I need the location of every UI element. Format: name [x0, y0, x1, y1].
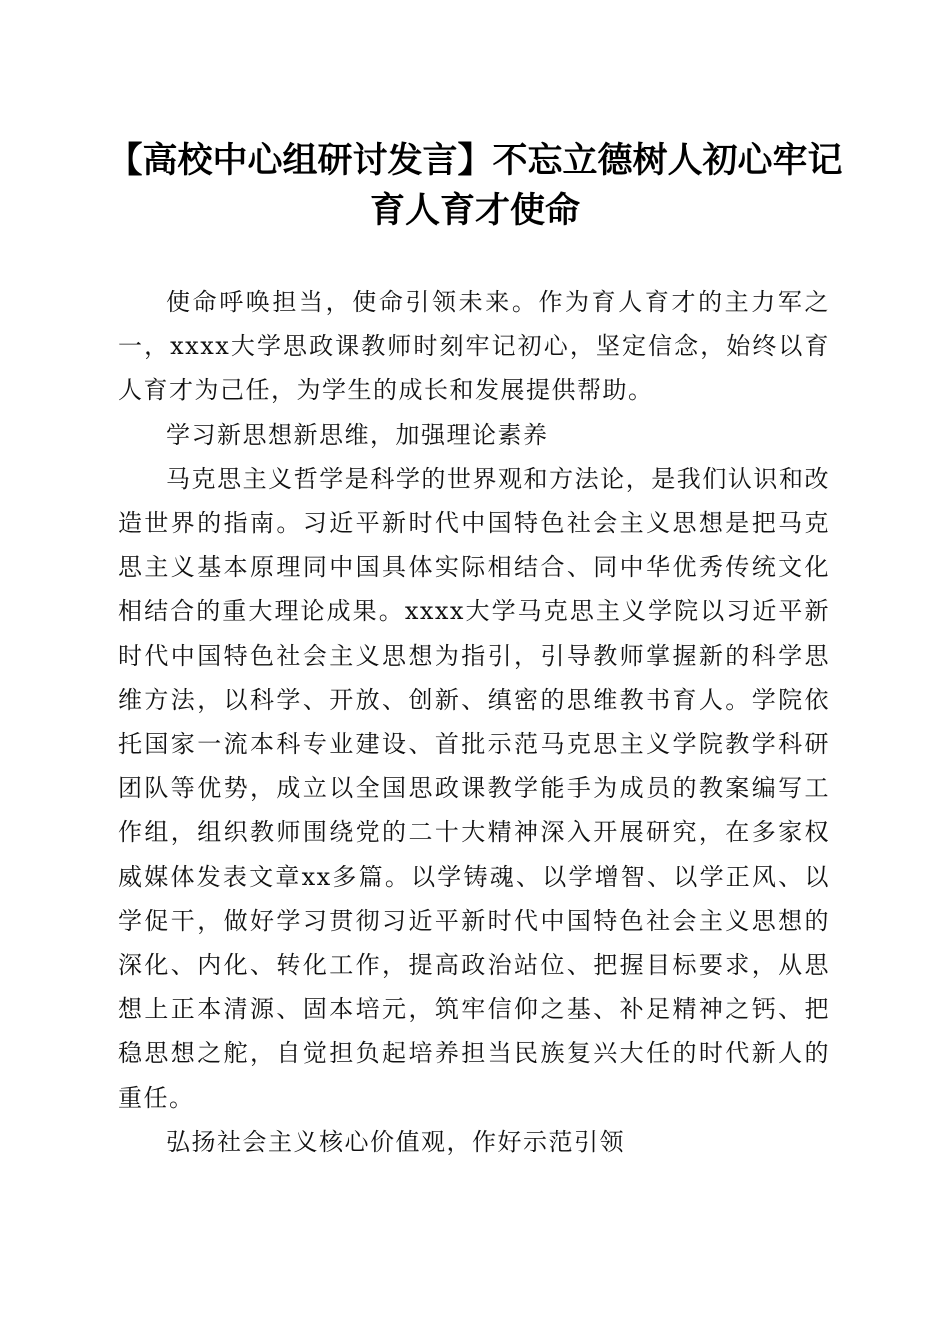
paragraph-intro: 使命呼唤担当，使命引领未来。作为育人育才的主力军之一，xxxx大学思政课教师时刻牢记初心，坚定信念，始终以育人育才为己任，为学生的成长和发展提供帮助。	[118, 288, 830, 405]
section-heading-theory: 学习新思想新思维，加强理论素养	[166, 420, 549, 449]
document-title: 【高校中心组研讨发言】不忘立德树人初心牢记育人育才使命	[107, 140, 843, 231]
paragraph-theory: 马克思主义哲学是科学的世界观和方法论，是我们认识和改造世界的指南。习近平新时代中国特色社会主义思想是把马克思主义基本原理同中国具体实际相结合、同中华优秀传统文化相结合的重大理论成果。xxxx大学马克思主义学院以习近平新时代中国特色社会主义思想为指引，引导教师掌握新的科学思维方法，以科学、开放、创新、缜密的思维教书育人。学院依托国家一流本科专业建设、首批示范马克思主义学院教学科研团队等优势，成立以全国思政课教学能手为成员的教案编写工作组，组织教师围绕党的二十大精神深入开展研究，在多家权威媒体发表文章xx多篇。以学铸魂、以学增智、以学正风、以学促干，做好学习贯彻习近平新时代中国特色社会主义思想的深化、内化、转化工作，提高政治站位、把握目标要求，从思想上正本清源、固本培元，筑牢信仰之基、补足精神之钙、把稳思想之舵，自觉担负起培养担当民族复兴大任的时代新人的重任。	[118, 464, 830, 1112]
section-heading-values: 弘扬社会主义核心价值观，作好示范引领	[166, 1127, 625, 1156]
document-body	[118, 280, 830, 1164]
